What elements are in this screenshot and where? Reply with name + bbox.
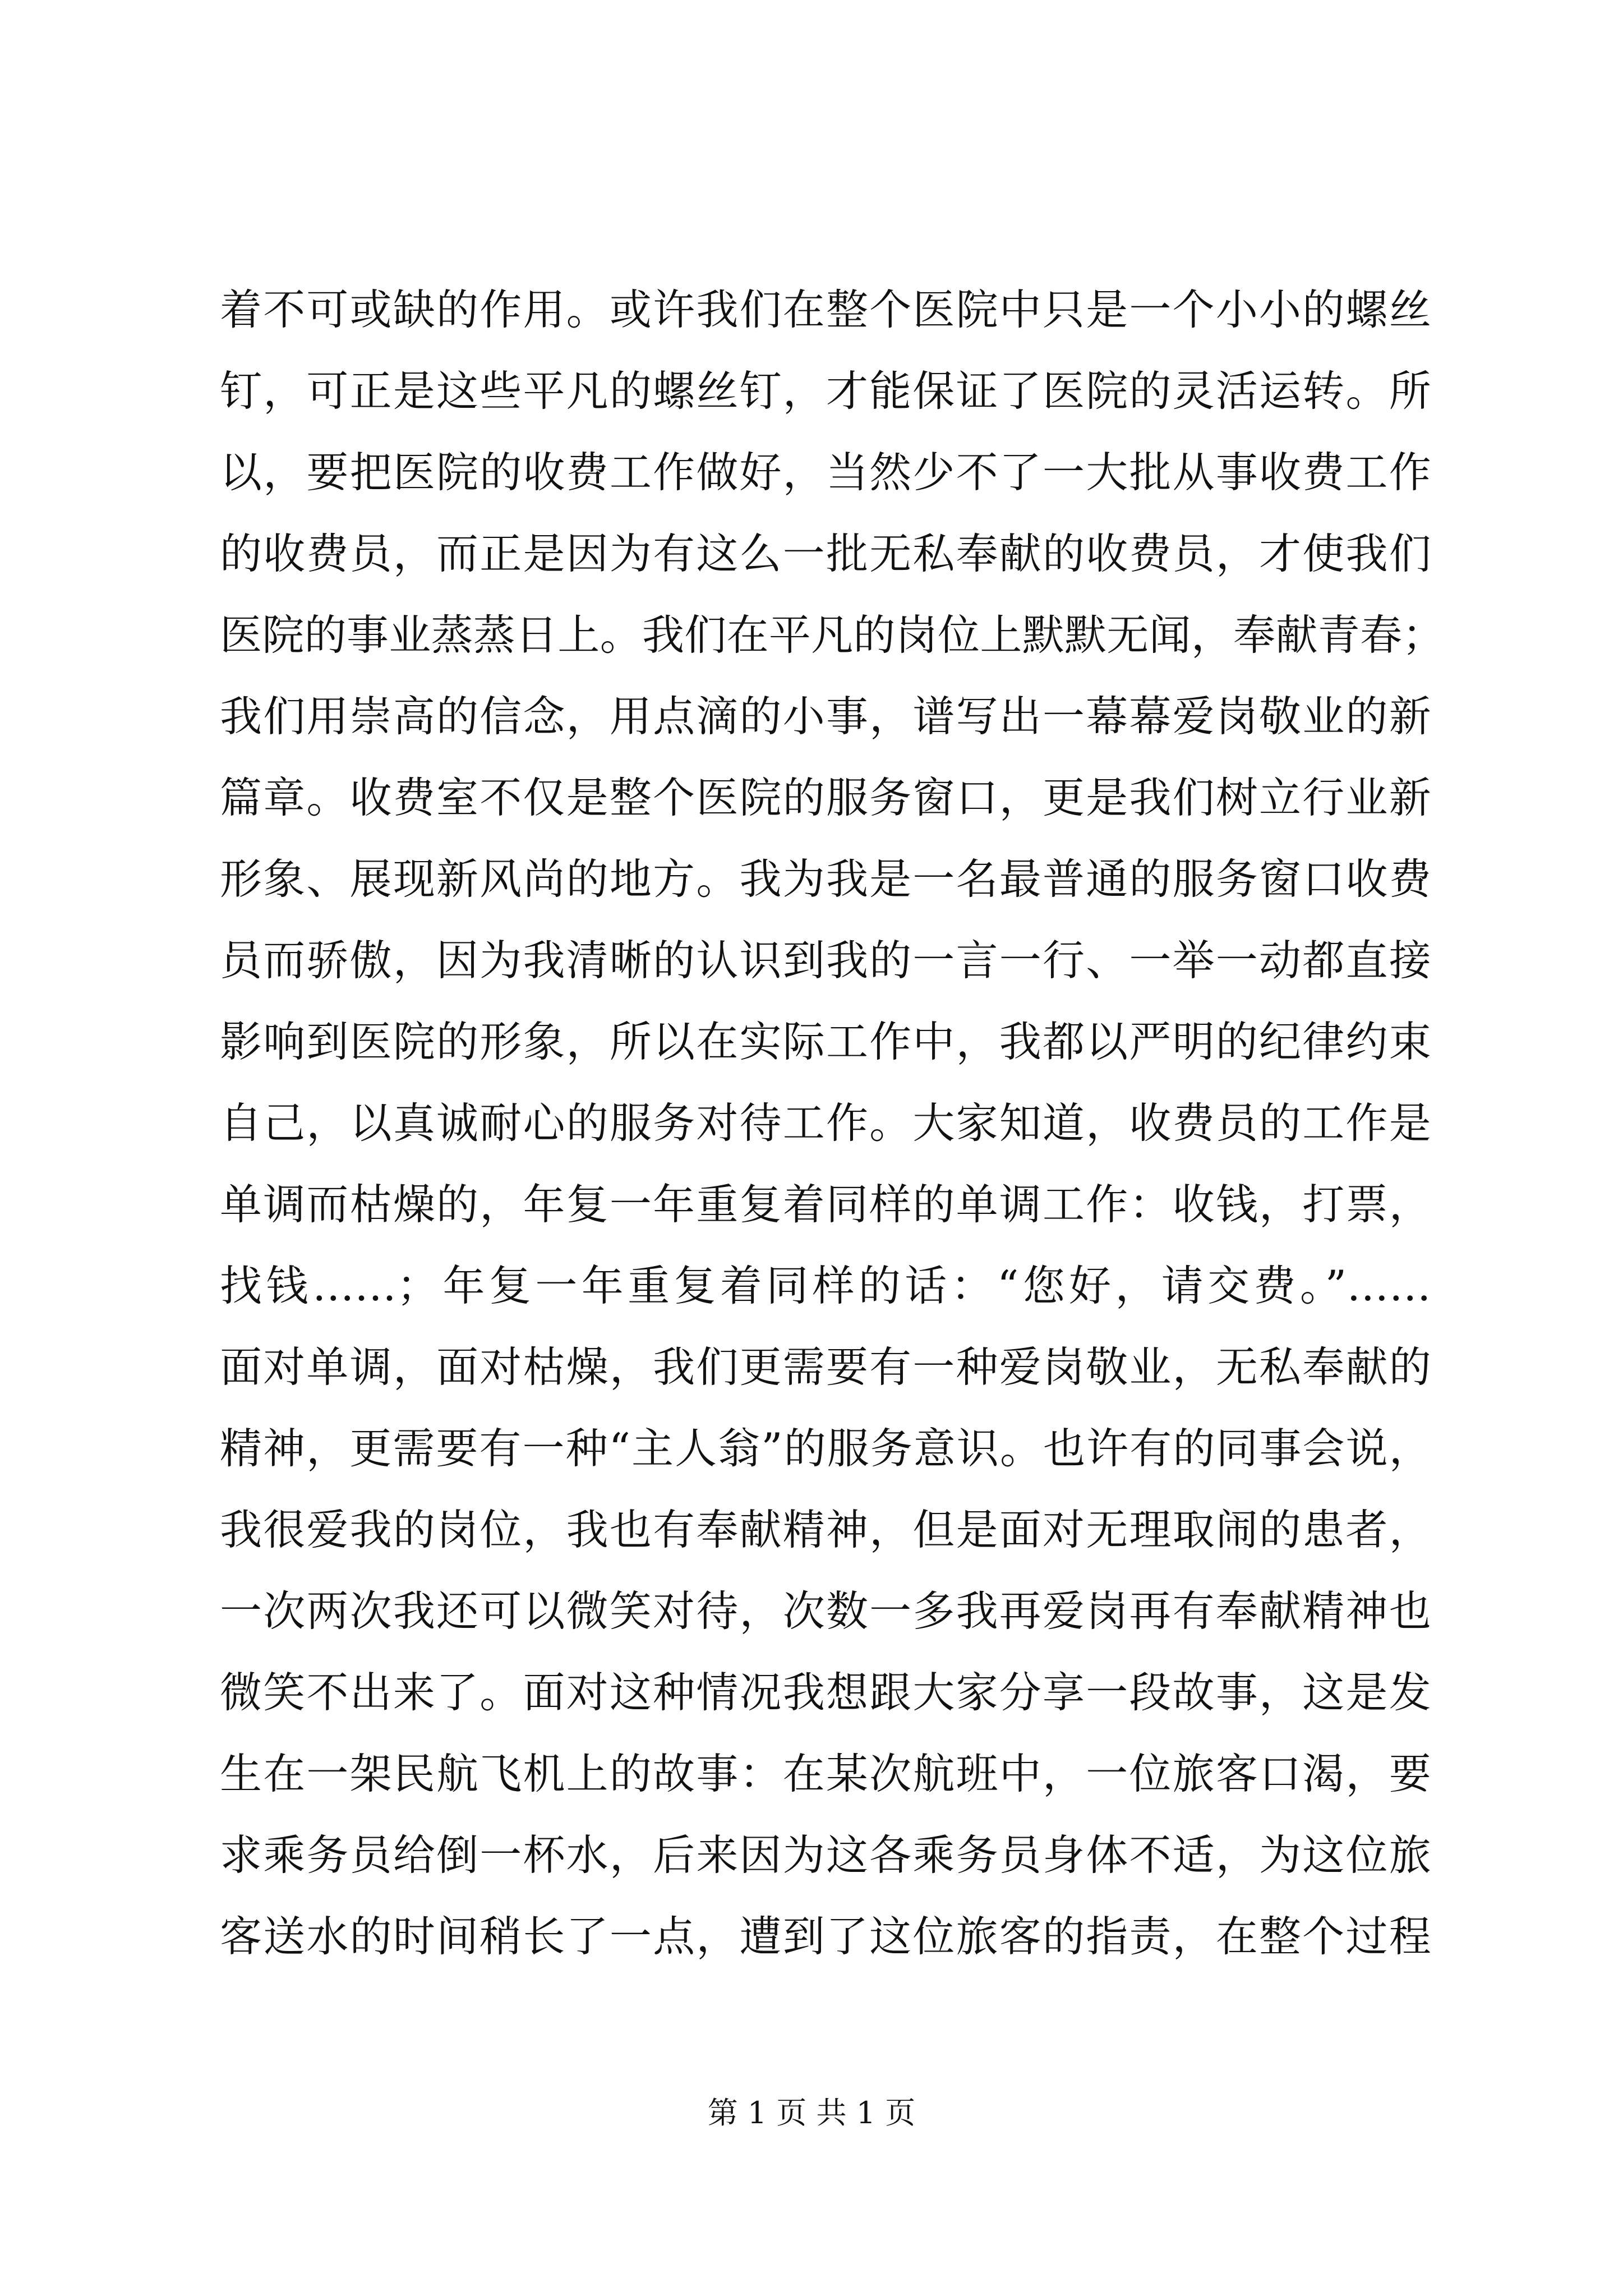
text-line: 着不可或缺的作用。或许我们在整个医院中只是一个小小的螺丝	[220, 285, 1431, 334]
text-line: 找钱……；年复一年重复着同样的话：“您好，请交费。”……	[220, 1261, 1431, 1310]
text-line: 员而骄傲，因为我清晰的认识到我的一言一行、一举一动都直接	[220, 936, 1431, 985]
body-text	[220, 269, 1445, 1977]
page-number-label: 第 1 页 共 1 页	[707, 2095, 916, 2131]
text-line: 篇章。收费室不仅是整个医院的服务窗口，更是我们树立行业新	[220, 773, 1431, 822]
text-line: 钉，可正是这些平凡的螺丝钉，才能保证了医院的灵活运转。所	[220, 366, 1431, 416]
text-line: 形象、展现新风尚的地方。我为我是一名最普通的服务窗口收费	[220, 854, 1431, 904]
text-line: 单调而枯燥的，年复一年重复着同样的单调工作：收钱，打票，	[220, 1180, 1431, 1229]
text-line: 客送水的时间稍长了一点，遭到了这位旅客的指责，在整个过程	[220, 1912, 1431, 1961]
text-line: 的收费员，而正是因为有这么一批无私奉献的收费员，才使我们	[220, 529, 1431, 578]
text-line: 自己，以真诚耐心的服务对待工作。大家知道，收费员的工作是	[220, 1098, 1431, 1148]
text-line: 影响到医院的形象，所以在实际工作中，我都以严明的纪律约束	[220, 1017, 1431, 1066]
text-line: 面对单调，面对枯燥，我们更需要有一种爱岗敬业，无私奉献的	[220, 1342, 1431, 1392]
text-line: 我们用崇高的信念，用点滴的小事，谱写出一幕幕爱岗敬业的新	[220, 692, 1431, 741]
page-footer	[0, 2093, 1623, 2133]
text-line: 以，要把医院的收费工作做好，当然少不了一大批从事收费工作	[220, 448, 1431, 497]
text-line: 微笑不出来了。面对这种情况我想跟大家分享一段故事，这是发	[220, 1668, 1431, 1717]
text-line: 生在一架民航飞机上的故事：在某次航班中，一位旅客口渴，要	[220, 1749, 1431, 1798]
text-line: 一次两次我还可以微笑对待，次数一多我再爱岗再有奉献精神也	[220, 1586, 1431, 1636]
text-line: 精神，更需要有一种“主人翁”的服务意识。也许有的同事会说，	[220, 1424, 1431, 1473]
text-line: 医院的事业蒸蒸日上。我们在平凡的岗位上默默无闻，奉献青春；	[220, 610, 1445, 660]
text-line: 我很爱我的岗位，我也有奉献精神，但是面对无理取闹的患者，	[220, 1505, 1431, 1554]
text-line: 求乘务员给倒一杯水，后来因为这各乘务员身体不适，为这位旅	[220, 1830, 1431, 1880]
